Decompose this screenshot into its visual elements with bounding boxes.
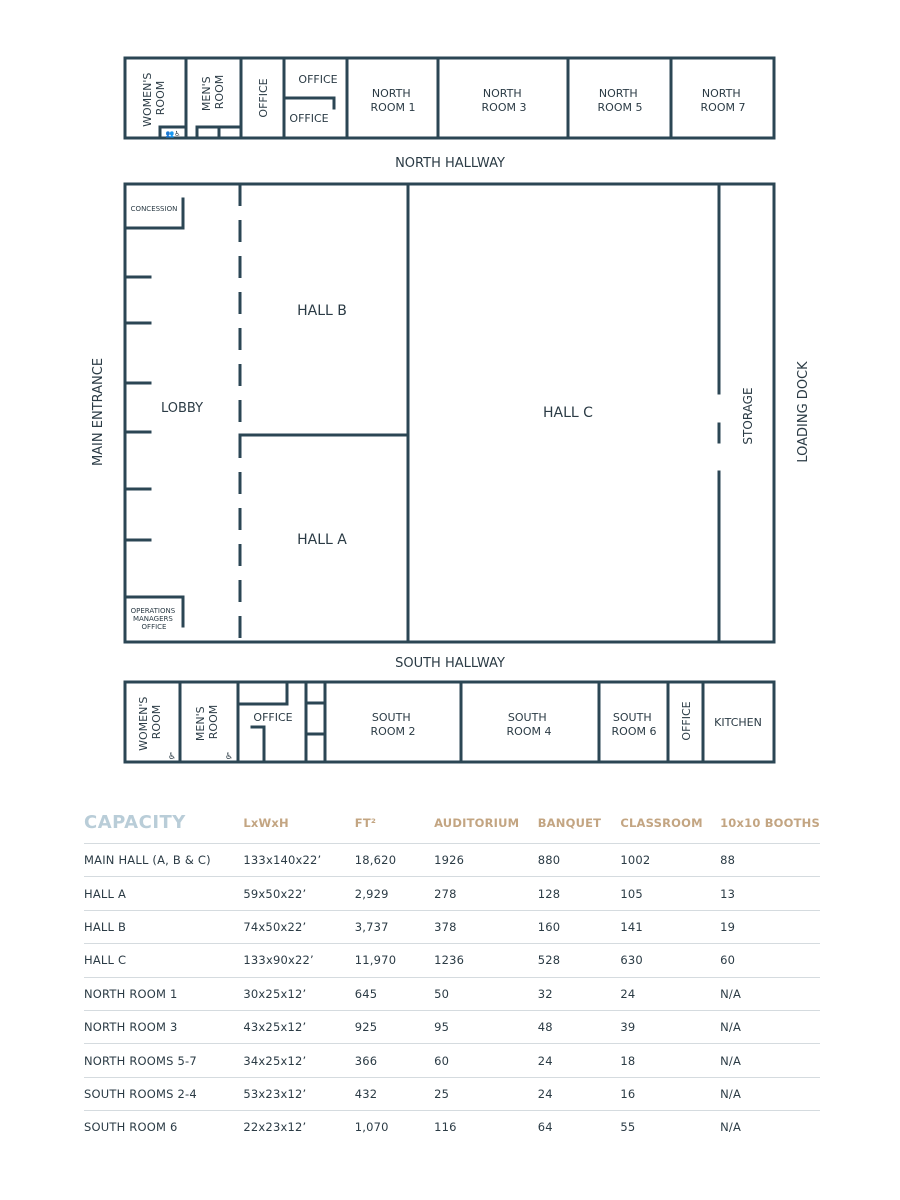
table-row [84, 977, 820, 1010]
dimensions-cell: 43x25x12’ [243, 1010, 354, 1043]
table-row [84, 1077, 820, 1110]
booths-cell: 19 [720, 910, 820, 943]
north-room-3-label: NORTH ROOM 3 [481, 87, 527, 114]
room-name-cell: SOUTH ROOMS 2-4 [84, 1077, 243, 1110]
banquet-cell: 24 [538, 1077, 621, 1110]
column-header-booths: 10x10 BOOTHS [720, 815, 820, 830]
square-feet-cell: 645 [355, 977, 434, 1010]
booths-cell: N/A [720, 1010, 820, 1043]
capacity-table-header [84, 812, 820, 844]
south-mens-room-label: MEN'S ROOM [194, 704, 220, 742]
column-header-square-feet: FT² [354, 815, 377, 830]
square-feet-cell: 11,970 [355, 944, 434, 977]
south-wing-outline [125, 682, 774, 762]
dimensions-cell: 133x90x22’ [243, 944, 354, 977]
storage-label: STORAGE [741, 387, 755, 445]
kitchen-label: KITCHEN [714, 716, 762, 729]
north-womens-room-label: WOMEN'S ROOM [141, 72, 167, 127]
north-hallway-label: NORTH HALLWAY [395, 156, 505, 171]
hall-a-label: HALL A [297, 532, 347, 548]
table-row [84, 1044, 820, 1077]
classroom-cell: 1002 [620, 844, 720, 877]
dimensions-cell: 53x23x12’ [243, 1077, 354, 1110]
banquet-cell: 880 [538, 844, 621, 877]
room-name-cell: SOUTH ROOM 6 [84, 1111, 243, 1144]
dimensions-cell: 59x50x22’ [243, 877, 354, 910]
classroom-cell: 630 [620, 944, 720, 977]
auditorium-cell: 50 [434, 977, 538, 1010]
banquet-cell: 48 [538, 1010, 621, 1043]
lobby-label: LOBBY [160, 401, 204, 416]
banquet-cell: 24 [538, 1044, 621, 1077]
room-name-cell: NORTH ROOM 3 [84, 1010, 243, 1043]
table-row [84, 944, 820, 977]
south-office-vertical-label: OFFICE [680, 701, 693, 741]
north-office-vertical-label: OFFICE [257, 78, 270, 118]
south-room-6-label: SOUTH ROOM 6 [611, 711, 657, 738]
auditorium-cell: 278 [434, 877, 538, 910]
table-row [84, 1111, 820, 1144]
column-header-banquet: BANQUET [537, 815, 602, 830]
loading-dock-label: LOADING DOCK [796, 361, 811, 463]
classroom-cell: 18 [620, 1044, 720, 1077]
square-feet-cell: 3,737 [355, 910, 434, 943]
auditorium-cell: 1926 [434, 844, 538, 877]
room-name-cell: NORTH ROOMS 5-7 [84, 1044, 243, 1077]
main-entrance-label: MAIN ENTRANCE [91, 357, 106, 467]
banquet-cell: 160 [538, 910, 621, 943]
booths-cell: N/A [720, 1111, 820, 1144]
dimensions-cell: 30x25x12’ [243, 977, 354, 1010]
hall-b-label: HALL B [297, 303, 347, 319]
capacity-title: CAPACITY [84, 812, 186, 833]
auditorium-cell: 378 [434, 910, 538, 943]
operations-office-label: OPERATIONS MANAGERS OFFICE [130, 607, 176, 631]
banquet-cell: 128 [538, 877, 621, 910]
south-womens-room-label: WOMEN'S ROOM [137, 696, 163, 751]
north-room-5-label: NORTH ROOM 5 [597, 87, 643, 114]
dimensions-cell: 22x23x12’ [243, 1111, 354, 1144]
capacity-table [84, 812, 820, 1144]
north-office-bottom-label: OFFICE [289, 112, 329, 125]
auditorium-cell: 60 [434, 1044, 538, 1077]
north-mens-room-label: MEN'S ROOM [200, 74, 226, 112]
square-feet-cell: 1,070 [355, 1111, 434, 1144]
restroom-symbol-icon: 👥♿ [165, 130, 181, 138]
square-feet-cell: 2,929 [355, 877, 434, 910]
room-name-cell: HALL A [84, 877, 243, 910]
square-feet-cell: 925 [355, 1010, 434, 1043]
main-hall-outline [125, 184, 774, 642]
banquet-cell: 528 [538, 944, 621, 977]
auditorium-cell: 95 [434, 1010, 538, 1043]
classroom-cell: 55 [620, 1111, 720, 1144]
column-header-classroom: CLASSROOM [620, 815, 703, 830]
booths-cell: 88 [720, 844, 820, 877]
room-name-cell: HALL B [84, 910, 243, 943]
south-room-2-label: SOUTH ROOM 2 [370, 711, 416, 738]
classroom-cell: 141 [620, 910, 720, 943]
classroom-cell: 105 [620, 877, 720, 910]
table-row [84, 844, 820, 877]
auditorium-cell: 25 [434, 1077, 538, 1110]
north-office-top-label: OFFICE [298, 73, 338, 86]
classroom-cell: 24 [620, 977, 720, 1010]
hall-c-label: HALL C [543, 405, 593, 421]
booths-cell: N/A [720, 1044, 820, 1077]
table-row [84, 1010, 820, 1043]
booths-cell: N/A [720, 977, 820, 1010]
concession-label: CONCESSION [130, 205, 178, 213]
north-room-1-label: NORTH ROOM 1 [370, 87, 416, 114]
room-name-cell: MAIN HALL (A, B & C) [84, 844, 243, 877]
dimensions-cell: 34x25x12’ [243, 1044, 354, 1077]
dimensions-cell: 133x140x22’ [243, 844, 354, 877]
classroom-cell: 39 [620, 1010, 720, 1043]
square-feet-cell: 432 [355, 1077, 434, 1110]
south-room-4-label: SOUTH ROOM 4 [506, 711, 552, 738]
column-header-auditorium: AUDITORIUM [434, 815, 520, 830]
booths-cell: 60 [720, 944, 820, 977]
capacity-table-body [84, 844, 820, 1144]
north-room-7-label: NORTH ROOM 7 [700, 87, 746, 114]
square-feet-cell: 366 [355, 1044, 434, 1077]
south-hallway-label: SOUTH HALLWAY [395, 656, 505, 671]
booths-cell: 13 [720, 877, 820, 910]
auditorium-cell: 1236 [434, 944, 538, 977]
column-header-dimensions: LxWxH [243, 815, 289, 830]
wheelchair-icon: ♿ [224, 752, 234, 762]
dimensions-cell: 74x50x22’ [243, 910, 354, 943]
table-row [84, 910, 820, 943]
banquet-cell: 32 [538, 977, 621, 1010]
room-name-cell: NORTH ROOM 1 [84, 977, 243, 1010]
south-office-label: OFFICE [253, 711, 293, 724]
square-feet-cell: 18,620 [355, 844, 434, 877]
table-row [84, 877, 820, 910]
room-name-cell: HALL C [84, 944, 243, 977]
auditorium-cell: 116 [434, 1111, 538, 1144]
wheelchair-icon: ♿ [167, 752, 177, 762]
booths-cell: N/A [720, 1077, 820, 1110]
classroom-cell: 16 [620, 1077, 720, 1110]
banquet-cell: 64 [538, 1111, 621, 1144]
